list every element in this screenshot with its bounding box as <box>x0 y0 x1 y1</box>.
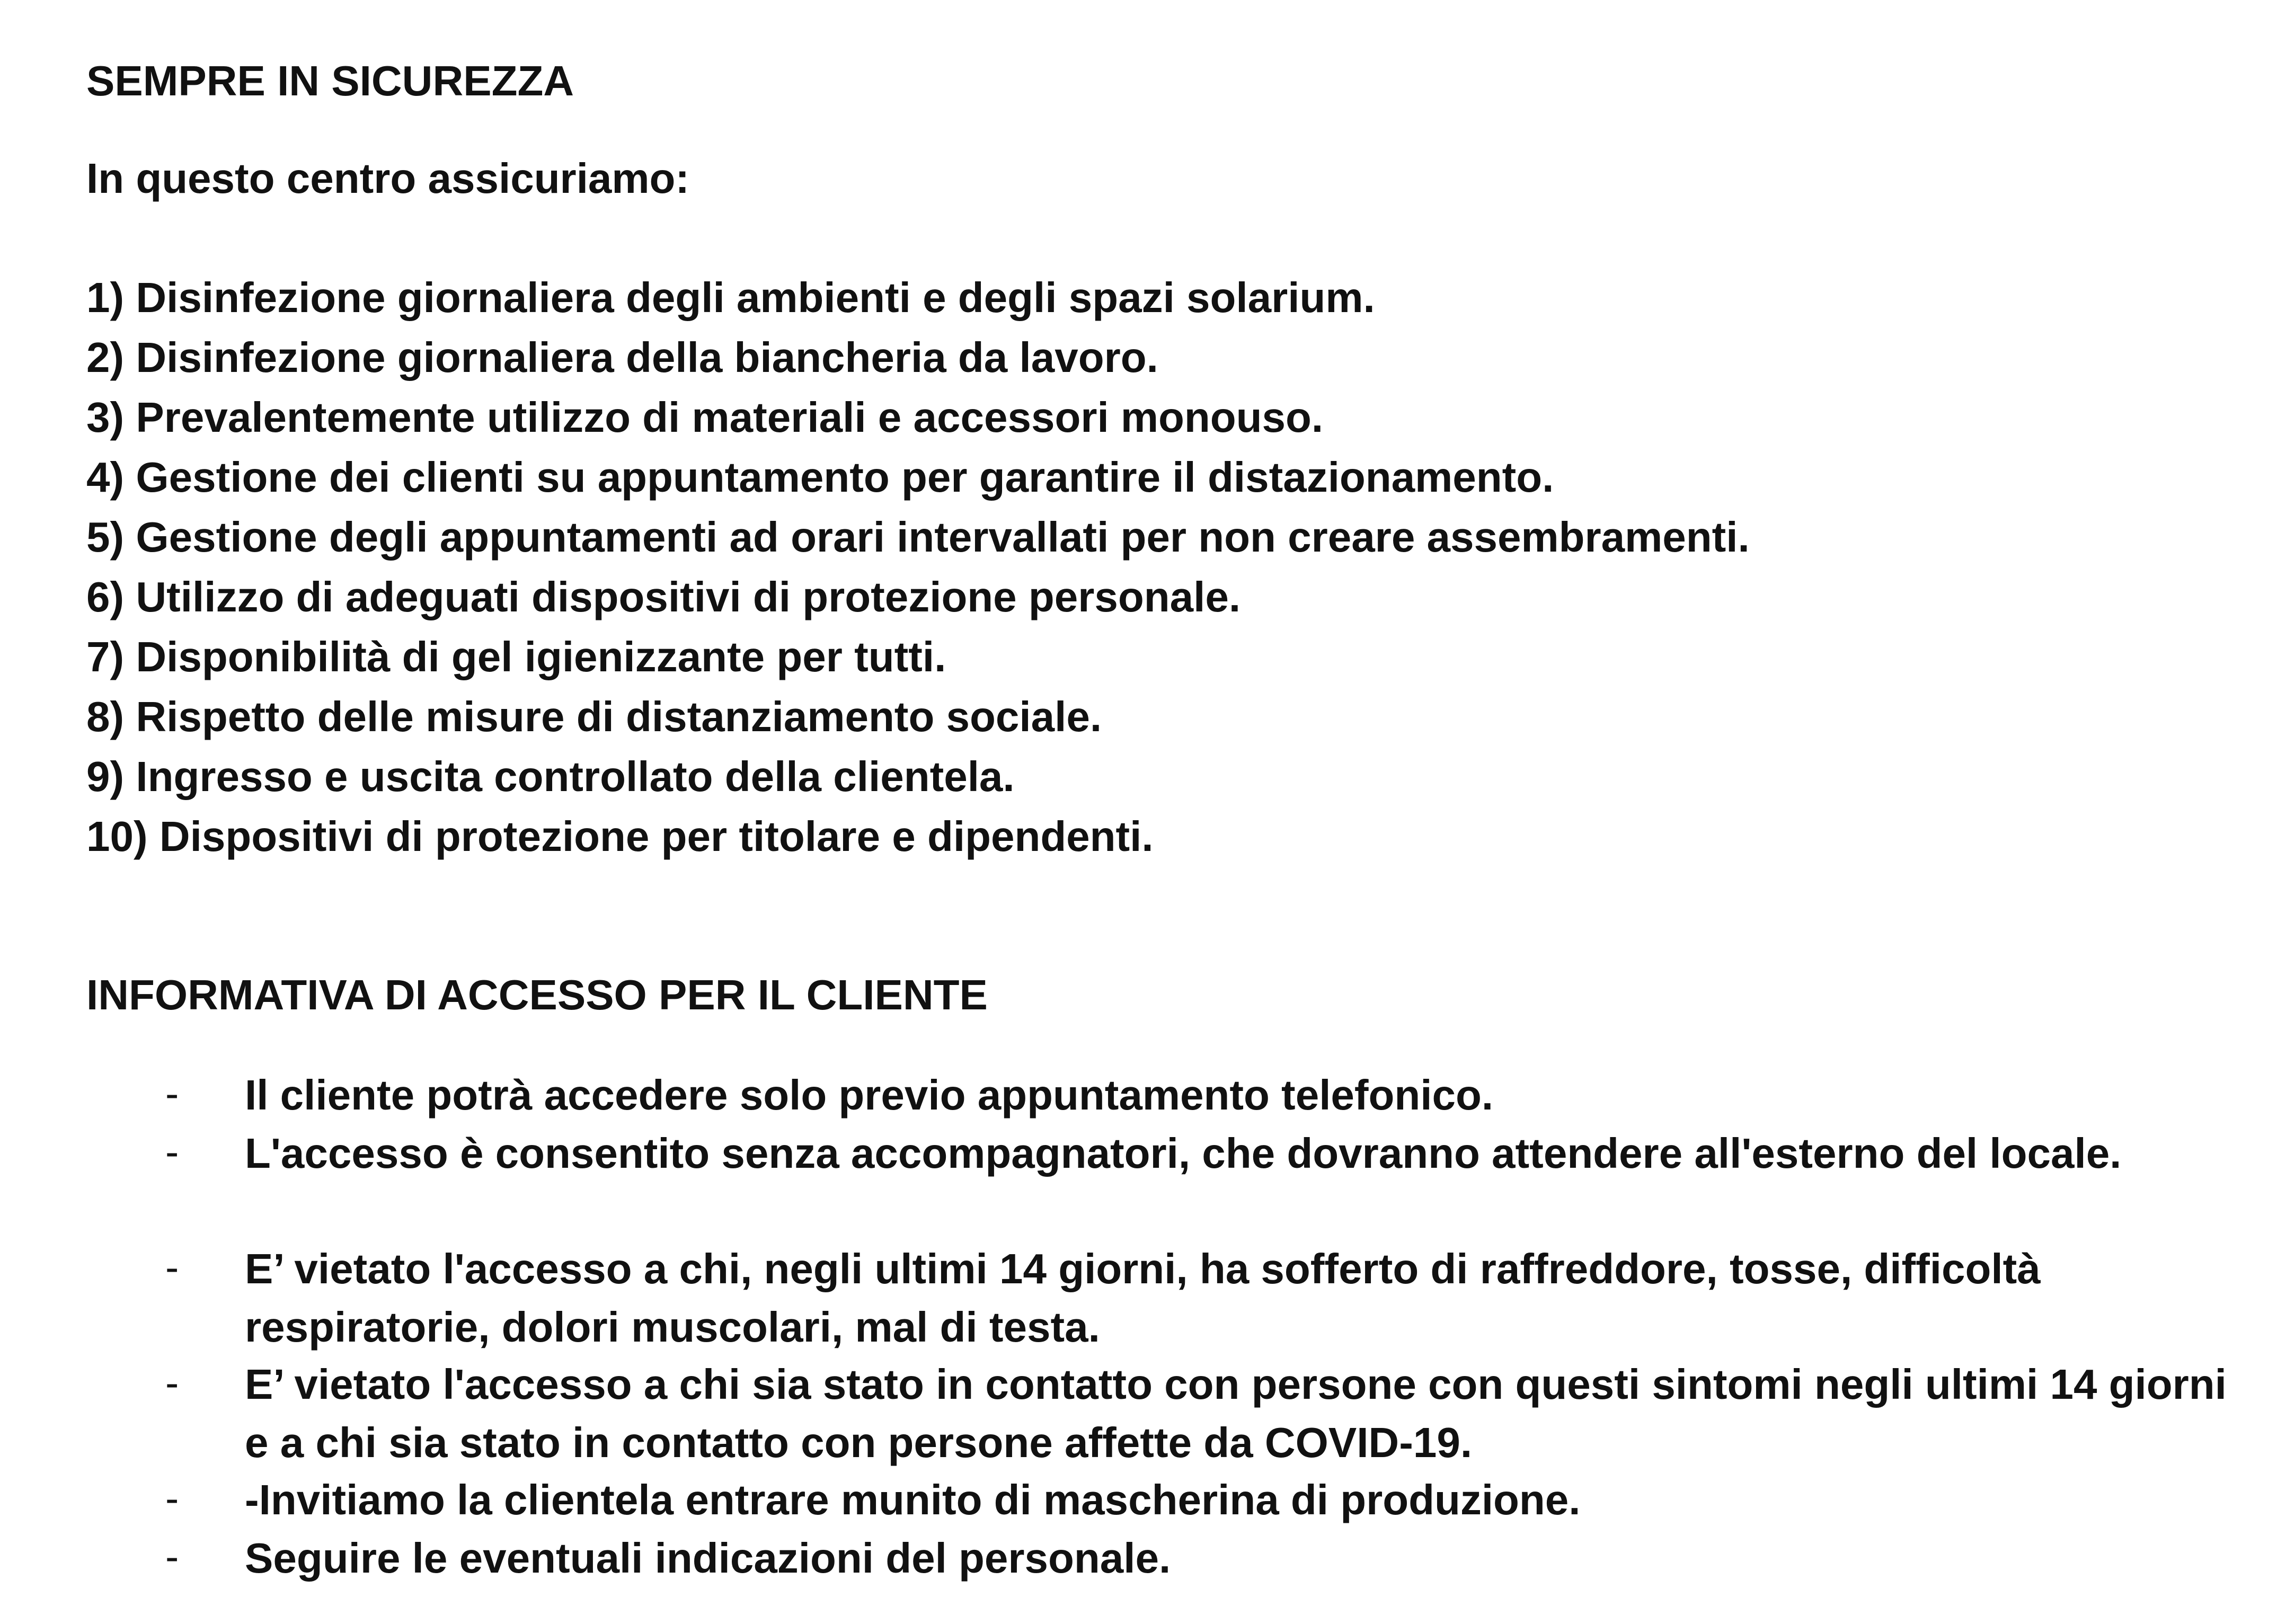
bullet-text: E’ vietato l'accesso a chi, negli ultimi 14 giorni, ha sofferto di raffreddore, tosse, difficoltà respiratorie, dolori muscolari, mal di testa. <box>245 1245 2041 1351</box>
dash-marker: - <box>165 1071 179 1116</box>
list-item: 5) Gestione degli appuntamenti ad orari intervallati per non creare assembramenti. <box>86 513 1750 561</box>
dash-marker: - <box>165 1245 179 1290</box>
bullet-text: Il cliente potrà accedere solo previo appuntamento telefonico. <box>245 1071 1494 1119</box>
section-title-safety: SEMPRE IN SICUREZZA <box>86 57 574 104</box>
list-item: 10) Dispositivi di protezione per titolare e dipendenti. <box>86 813 1154 860</box>
dash-marker: - <box>165 1534 179 1579</box>
bullet-text: E’ vietato l'accesso a chi sia stato in contatto con persone con questi sintomi negli ultimi 14 giorni e a chi sia stato in contatto con persone affette da COVID-19. <box>245 1361 2227 1466</box>
bullet-text: L'accesso è consentito senza accompagnatori, che dovranno attendere all'esterno del locale. <box>245 1130 2122 1177</box>
list-item: 8) Rispetto delle misure di distanziamento sociale. <box>86 693 1102 740</box>
dash-marker: - <box>165 1476 179 1521</box>
list-item: 2) Disinfezione giornaliera della biancheria da lavoro. <box>86 334 1158 381</box>
list-item: 4) Gestione dei clienti su appuntamento per garantire il distazionamento. <box>86 454 1554 501</box>
section-title-access-info: INFORMATIVA DI ACCESSO PER IL CLIENTE <box>86 971 988 1018</box>
list-item: 7) Disponibilità di gel igienizzante per tutti. <box>86 633 946 680</box>
list-item: 9) Ingresso e uscita controllato della clientela. <box>86 753 1015 800</box>
dash-marker: - <box>165 1130 179 1175</box>
bullet-text: -Invitiamo la clientela entrare munito di mascherina di produzione. <box>245 1476 1581 1523</box>
list-item: 6) Utilizzo di adeguati dispositivi di protezione personale. <box>86 573 1241 620</box>
bullet-text: Seguire le eventuali indicazioni del personale. <box>245 1534 1171 1582</box>
list-item: 1) Disinfezione giornaliera degli ambienti e degli spazi solarium. <box>86 274 1375 321</box>
list-item: 3) Prevalentemente utilizzo di materiali e accessori monouso. <box>86 394 1324 441</box>
intro-text: In questo centro assicuriamo: <box>86 155 690 202</box>
dash-marker: - <box>165 1361 179 1406</box>
